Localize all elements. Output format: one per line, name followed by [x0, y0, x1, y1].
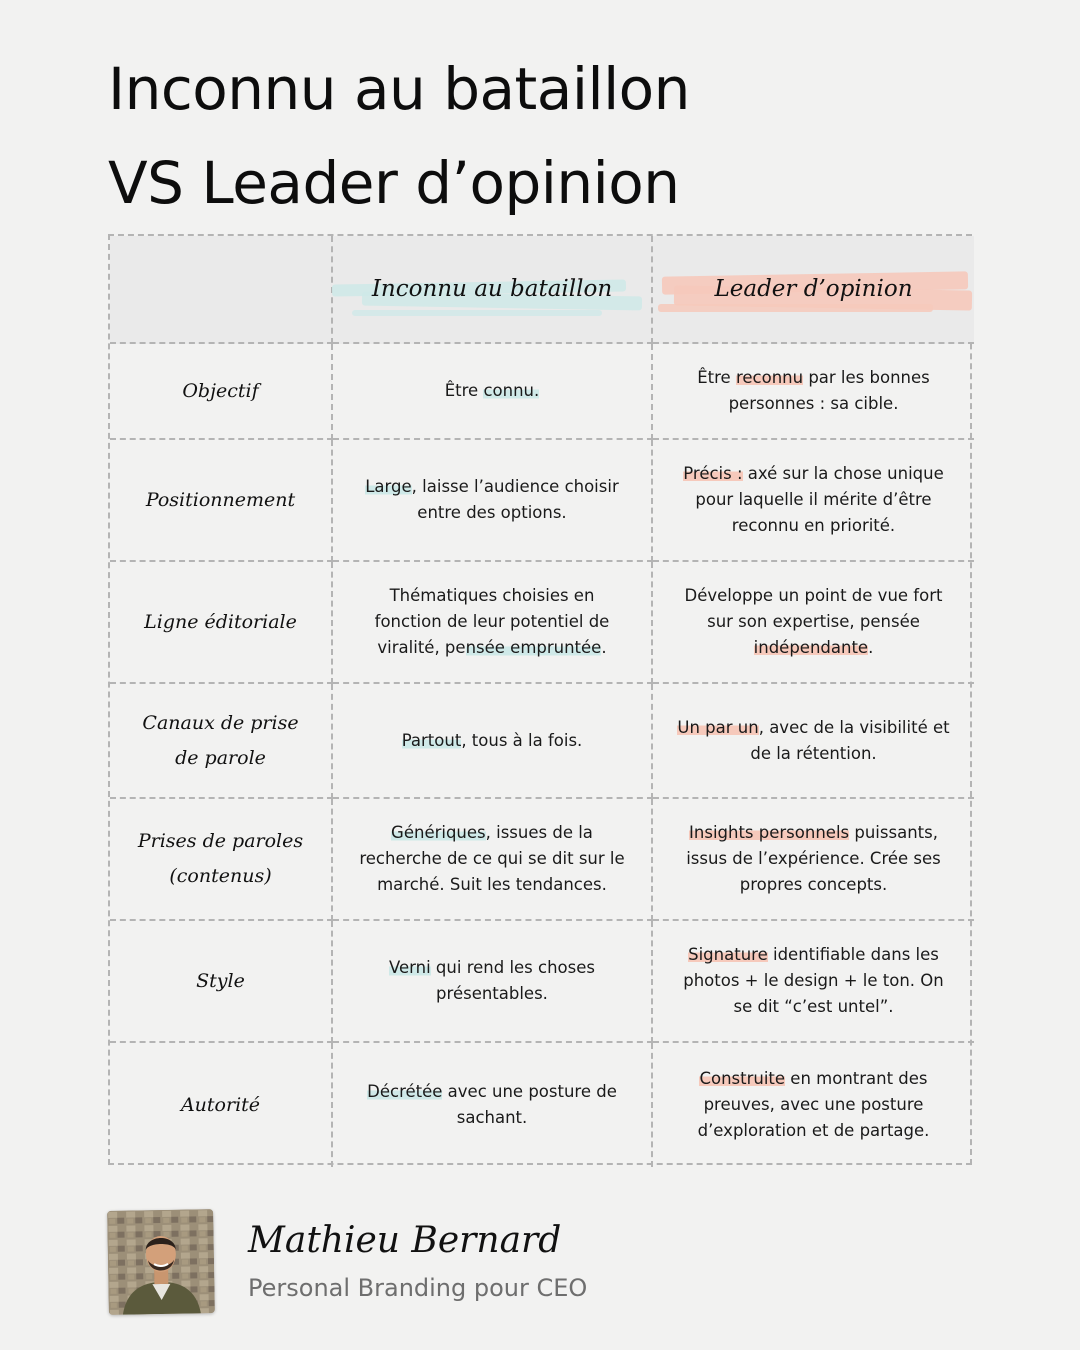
text-segment: par les bonnes personnes : sa cible.	[728, 368, 930, 413]
leader-text	[675, 583, 952, 661]
header-inconnu-cell	[333, 236, 653, 344]
highlighted-text: connu.	[483, 381, 540, 400]
row-label: Prises de paroles (contenus)	[137, 830, 304, 887]
row-label-cell	[110, 684, 333, 799]
highlighted-text: Un par un	[677, 717, 759, 737]
row-label: Autorité	[180, 1093, 261, 1116]
text-segment: axé sur la chose unique pour laquelle il mérite d’être reconnu en priorité.	[695, 464, 944, 535]
highlighted-text: Insights personnels	[689, 823, 850, 842]
row-label: Style	[196, 969, 245, 992]
highlighted-text: Verni	[388, 958, 431, 977]
row-label-cell	[110, 562, 333, 684]
inconnu-text	[402, 728, 583, 754]
inconnu-cell	[333, 440, 653, 562]
inconnu-text	[445, 378, 540, 404]
text-segment: , laisse l’audience choisir entre des options.	[411, 477, 619, 522]
leader-cell	[653, 921, 974, 1043]
row-label-cell	[110, 1043, 333, 1167]
row-label: Positionnement	[145, 488, 296, 511]
highlighted-text: nsée empruntée	[465, 638, 602, 657]
header-leader-label: Leader d’opinion	[714, 272, 912, 306]
row-label: Canaux de prise de parole	[142, 711, 299, 769]
text-segment: avec une posture de sachant.	[442, 1082, 617, 1127]
inconnu-cell	[333, 344, 653, 440]
leader-cell	[653, 562, 974, 684]
leader-text	[675, 1066, 952, 1144]
text-segment: Être	[697, 368, 736, 387]
leader-text	[675, 715, 952, 767]
row-label-cell	[110, 799, 333, 921]
text-segment: qui rend les choses présentables.	[430, 958, 595, 1003]
text-segment: en montrant des preuves, avec une posture d’exploration et de partage.	[697, 1069, 930, 1140]
inconnu-cell	[333, 921, 653, 1043]
inconnu-text	[355, 474, 629, 526]
row-label-cell	[110, 344, 333, 440]
text-segment: .	[601, 638, 607, 657]
text-segment: , tous à la fois.	[461, 730, 583, 750]
row-label-cell	[110, 921, 333, 1043]
header-inconnu-label: Inconnu au bataillon	[372, 272, 612, 306]
leader-cell	[653, 684, 974, 799]
leader-text	[675, 461, 952, 539]
highlighted-text: Signature	[688, 945, 768, 964]
leader-text	[675, 820, 952, 898]
highlighted-text: Précis :	[683, 464, 743, 483]
highlighted-text: Large	[365, 477, 412, 496]
page-title	[108, 42, 690, 230]
author-name: Mathieu Bernard	[248, 1220, 562, 1261]
inconnu-text	[355, 955, 629, 1007]
highlighted-text: Décrétée	[367, 1082, 443, 1101]
author-role: Personal Branding pour CEO	[248, 1274, 588, 1302]
text-segment: .	[868, 638, 874, 657]
leader-cell	[653, 1043, 974, 1167]
inconnu-text	[355, 583, 629, 661]
header-leader-cell	[653, 236, 974, 344]
text-segment: Être	[444, 381, 484, 400]
inconnu-cell	[333, 684, 653, 799]
inconnu-text	[355, 820, 629, 898]
row-label: Ligne éditoriale	[144, 610, 297, 633]
highlighted-text: indépendante	[753, 638, 869, 657]
inconnu-text	[355, 1079, 629, 1131]
leader-text	[675, 365, 952, 417]
row-label: Objectif	[182, 379, 259, 402]
leader-cell	[653, 799, 974, 921]
text-segment: , avec de la visibilité et de la rétention.	[750, 717, 950, 763]
comparison-table	[108, 234, 972, 1165]
highlighted-text: Partout	[401, 730, 462, 750]
text-segment: , issues de la recherche de ce qui se dit sur le marché. Suit les tendances.	[359, 823, 625, 894]
inconnu-cell	[333, 1043, 653, 1167]
text-segment: puissants, issus de l’expérience. Crée ses propres concepts.	[686, 823, 941, 894]
highlighted-text: Construite	[699, 1069, 786, 1088]
author-portrait-icon	[107, 1209, 215, 1315]
author-photo	[107, 1209, 215, 1315]
text-segment: Thématiques choisies en fonction de leur potentiel de viralité, pe	[374, 586, 610, 657]
title-line-1: Inconnu au bataillon	[108, 55, 690, 123]
title-line-2: VS Leader d’opinion	[108, 149, 680, 217]
text-segment: identifiable dans les photos + le design + le ton. On se dit “c’est untel”.	[683, 945, 944, 1016]
inconnu-cell	[333, 799, 653, 921]
highlighted-text: Génériques	[391, 823, 486, 842]
header-corner-cell	[110, 236, 333, 344]
highlighted-text: reconnu	[735, 368, 804, 387]
leader-cell	[653, 440, 974, 562]
row-label-cell	[110, 440, 333, 562]
leader-cell	[653, 344, 974, 440]
text-segment: Développe un point de vue fort sur son expertise, pensée	[684, 586, 943, 631]
inconnu-cell	[333, 562, 653, 684]
leader-text	[675, 942, 952, 1020]
